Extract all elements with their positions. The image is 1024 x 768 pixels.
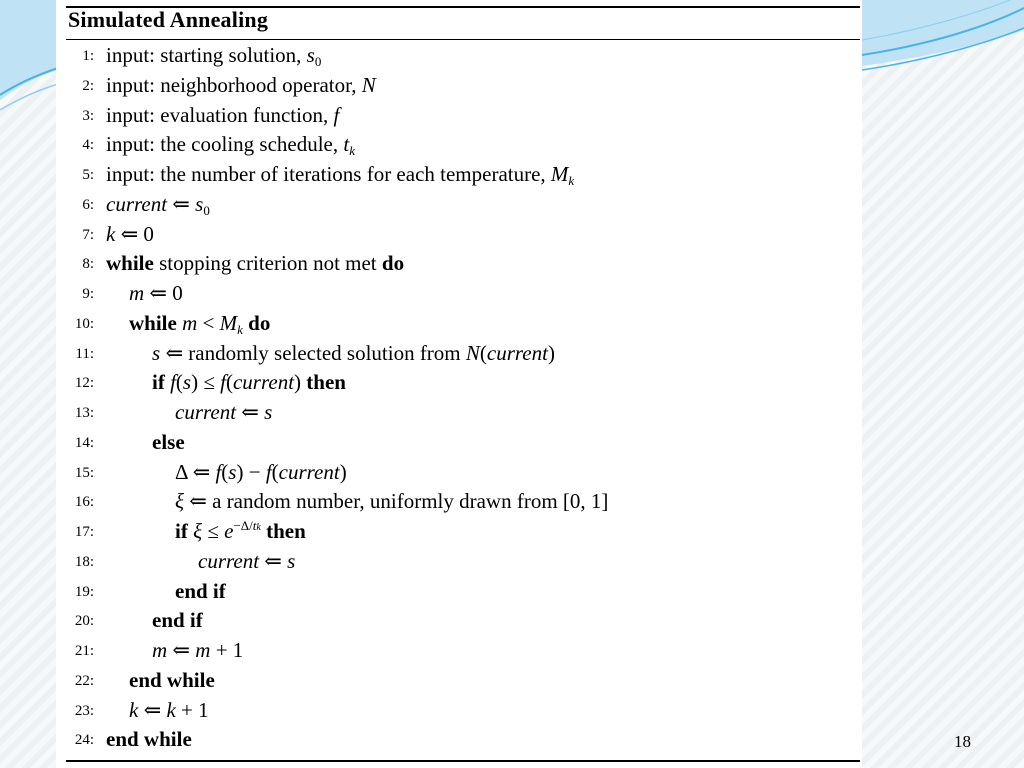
line-code [106, 130, 355, 160]
code-text: input: the cooling schedule, [106, 132, 344, 157]
keyword: end while [106, 727, 192, 752]
math-symbol: current [232, 370, 295, 395]
math-symbol: ξ [193, 519, 203, 543]
math-symbol: f [333, 102, 340, 127]
code-text: ⇐ 0 [144, 281, 183, 305]
algorithm-line [56, 606, 862, 636]
code-text: ) [547, 340, 555, 365]
line-code [106, 220, 154, 250]
math-symbol: current [198, 548, 260, 573]
line-number: 11: [75, 345, 94, 362]
math-symbol: k [237, 321, 243, 337]
algorithm-line [56, 636, 862, 666]
title-rule [66, 39, 860, 40]
keyword: while [106, 251, 154, 276]
algorithm-line [56, 725, 862, 755]
line-number: 12: [74, 375, 94, 392]
code-text: + 1 [175, 697, 209, 722]
keyword: if [152, 370, 165, 395]
line-number: 9: [82, 286, 94, 302]
keyword: then [306, 370, 346, 395]
code-text: ( [225, 370, 233, 395]
algorithm-line [56, 190, 862, 220]
page-number: 18 [954, 732, 971, 751]
line-code [106, 190, 210, 220]
line-number: 24: [74, 732, 94, 749]
line-code [106, 101, 339, 131]
keyword: while [129, 310, 177, 335]
code-text: ⇐ [138, 697, 167, 722]
line-code [152, 368, 346, 398]
math-symbol: M [550, 162, 569, 186]
keyword: else [152, 429, 185, 454]
code-text: ⇐ [259, 548, 288, 573]
code-text: 0 [314, 54, 322, 69]
line-number: 7: [82, 226, 94, 243]
code-text: ⇐ 0 [115, 221, 154, 246]
math-symbol: k [106, 221, 116, 246]
line-code [198, 547, 295, 577]
code-text: input: evaluation function, [106, 102, 334, 127]
math-symbol: m [152, 638, 168, 662]
line-code [129, 279, 183, 309]
algorithm-line [56, 458, 862, 488]
line-number: 10: [74, 315, 94, 332]
math-symbol: f [265, 459, 272, 484]
bottom-rule [66, 760, 860, 762]
math-symbol: k [349, 143, 355, 159]
algorithm-line [56, 487, 862, 517]
algorithm-line [56, 101, 862, 131]
math-symbol: k [166, 697, 176, 722]
line-number: 2: [82, 77, 94, 94]
code-text: ) [294, 370, 307, 395]
math-symbol: m [195, 638, 211, 662]
line-code [175, 577, 226, 607]
algorithm-line [56, 160, 862, 190]
algorithm-line [56, 398, 862, 428]
keyword: end if [175, 578, 226, 603]
algorithm-line [56, 428, 862, 458]
algorithm-line [56, 666, 862, 696]
line-code [152, 636, 243, 666]
math-symbol: m [182, 310, 198, 335]
math-symbol: k [256, 522, 261, 533]
line-number: 13: [74, 405, 94, 421]
math-symbol: s [264, 400, 273, 424]
line-number: 15: [74, 464, 94, 481]
algorithm-line [56, 577, 862, 607]
line-code [129, 309, 270, 339]
math-symbol: f [220, 370, 226, 395]
line-code [106, 160, 574, 190]
code-text: ≤ [202, 519, 225, 543]
algorithm-line [56, 279, 862, 309]
code-text: ⇐ randomly selected solution from [160, 340, 466, 365]
line-code [129, 696, 209, 726]
line-number: 20: [74, 613, 94, 630]
math-symbol: k [129, 697, 139, 722]
algorithm-line [56, 517, 862, 547]
line-code [152, 428, 185, 458]
math-symbol: s [287, 548, 296, 573]
code-text: input: the number of iterations for each temperature, [106, 162, 551, 186]
line-code [152, 339, 555, 369]
math-symbol: k [568, 173, 575, 188]
algorithm-line [56, 696, 862, 726]
line-number: 5: [82, 167, 94, 183]
code-text: ) − [236, 459, 266, 484]
code-text: input: neighborhood operator, [106, 72, 362, 97]
keyword: if [175, 519, 188, 543]
code-text: ( [221, 459, 229, 484]
code-text: 0 [203, 202, 210, 218]
line-number: 21: [74, 643, 94, 659]
math-symbol: N [465, 340, 480, 365]
line-number: 1: [82, 48, 94, 64]
math-symbol: m [129, 281, 145, 305]
math-symbol: s [152, 340, 161, 365]
code-text: + 1 [210, 638, 244, 662]
math-symbol: s [182, 370, 192, 395]
line-number: 3: [82, 107, 94, 124]
math-symbol: e [224, 519, 234, 543]
math-symbol: f [170, 370, 176, 395]
algorithm-line [56, 309, 862, 339]
math-symbol: ξ [175, 489, 184, 514]
math-symbol: s [306, 43, 315, 67]
line-number: 19: [74, 583, 94, 600]
code-text: ) ≤ [191, 370, 221, 395]
code-text: input: starting solution, [106, 43, 307, 67]
line-code [152, 606, 203, 636]
algorithm-line [56, 547, 862, 577]
line-number: 17: [74, 524, 94, 540]
code-text: −Δ/ [233, 518, 253, 533]
math-symbol: current [175, 400, 237, 424]
algorithm-line [56, 130, 862, 160]
line-code [106, 41, 321, 71]
code-text: ⇐ [236, 400, 265, 424]
line-code [175, 487, 608, 517]
code-text: ⇐ [167, 638, 196, 662]
keyword: end while [129, 667, 215, 692]
line-number: 22: [74, 672, 94, 689]
code-text: ( [271, 459, 279, 484]
math-symbol: t [343, 132, 350, 157]
line-code [175, 517, 306, 547]
algorithm-panel [56, 0, 862, 768]
code-text: < [197, 310, 220, 335]
line-number: 6: [82, 196, 94, 213]
math-symbol: current [278, 459, 340, 484]
math-symbol: s [195, 191, 204, 216]
math-symbol: current [486, 340, 548, 365]
math-symbol: t [252, 518, 257, 533]
keyword: end if [152, 608, 203, 633]
line-code [106, 725, 192, 755]
algorithm-line [56, 220, 862, 250]
line-number: 14: [74, 434, 94, 451]
algorithm-title: Simulated Annealing [68, 7, 269, 32]
line-code [106, 249, 404, 279]
keyword: do [381, 251, 405, 276]
code-text: Δ ⇐ [175, 459, 216, 484]
keyword: do [248, 310, 271, 335]
code-text: ⇐ a random number, uniformly drawn from [0, 1] [184, 489, 609, 514]
line-code [175, 458, 347, 488]
line-number: 23: [74, 702, 94, 719]
line-number: 16: [74, 494, 94, 511]
math-symbol: current [106, 191, 168, 216]
line-number: 8: [82, 256, 94, 273]
line-code [106, 71, 376, 101]
math-symbol: M [219, 310, 238, 335]
code-text: ⇐ [167, 191, 196, 216]
algorithm-line [56, 71, 862, 101]
math-symbol: N [361, 72, 376, 97]
keyword: then [266, 519, 306, 543]
code-text: ( [479, 340, 487, 365]
code-text: stopping criterion not met [153, 251, 382, 276]
line-number: 18: [74, 553, 94, 570]
algorithm-line [56, 41, 862, 71]
algorithm-line [56, 249, 862, 279]
code-text: ( [175, 370, 183, 395]
line-number: 4: [82, 137, 94, 154]
line-code [175, 398, 272, 428]
math-symbol: f [215, 459, 222, 484]
code-text: ) [339, 459, 347, 484]
algorithm-line [56, 339, 862, 369]
algorithm-line [56, 368, 862, 398]
math-symbol: s [228, 459, 237, 484]
line-code [129, 666, 215, 696]
algorithm-lines [56, 41, 862, 755]
